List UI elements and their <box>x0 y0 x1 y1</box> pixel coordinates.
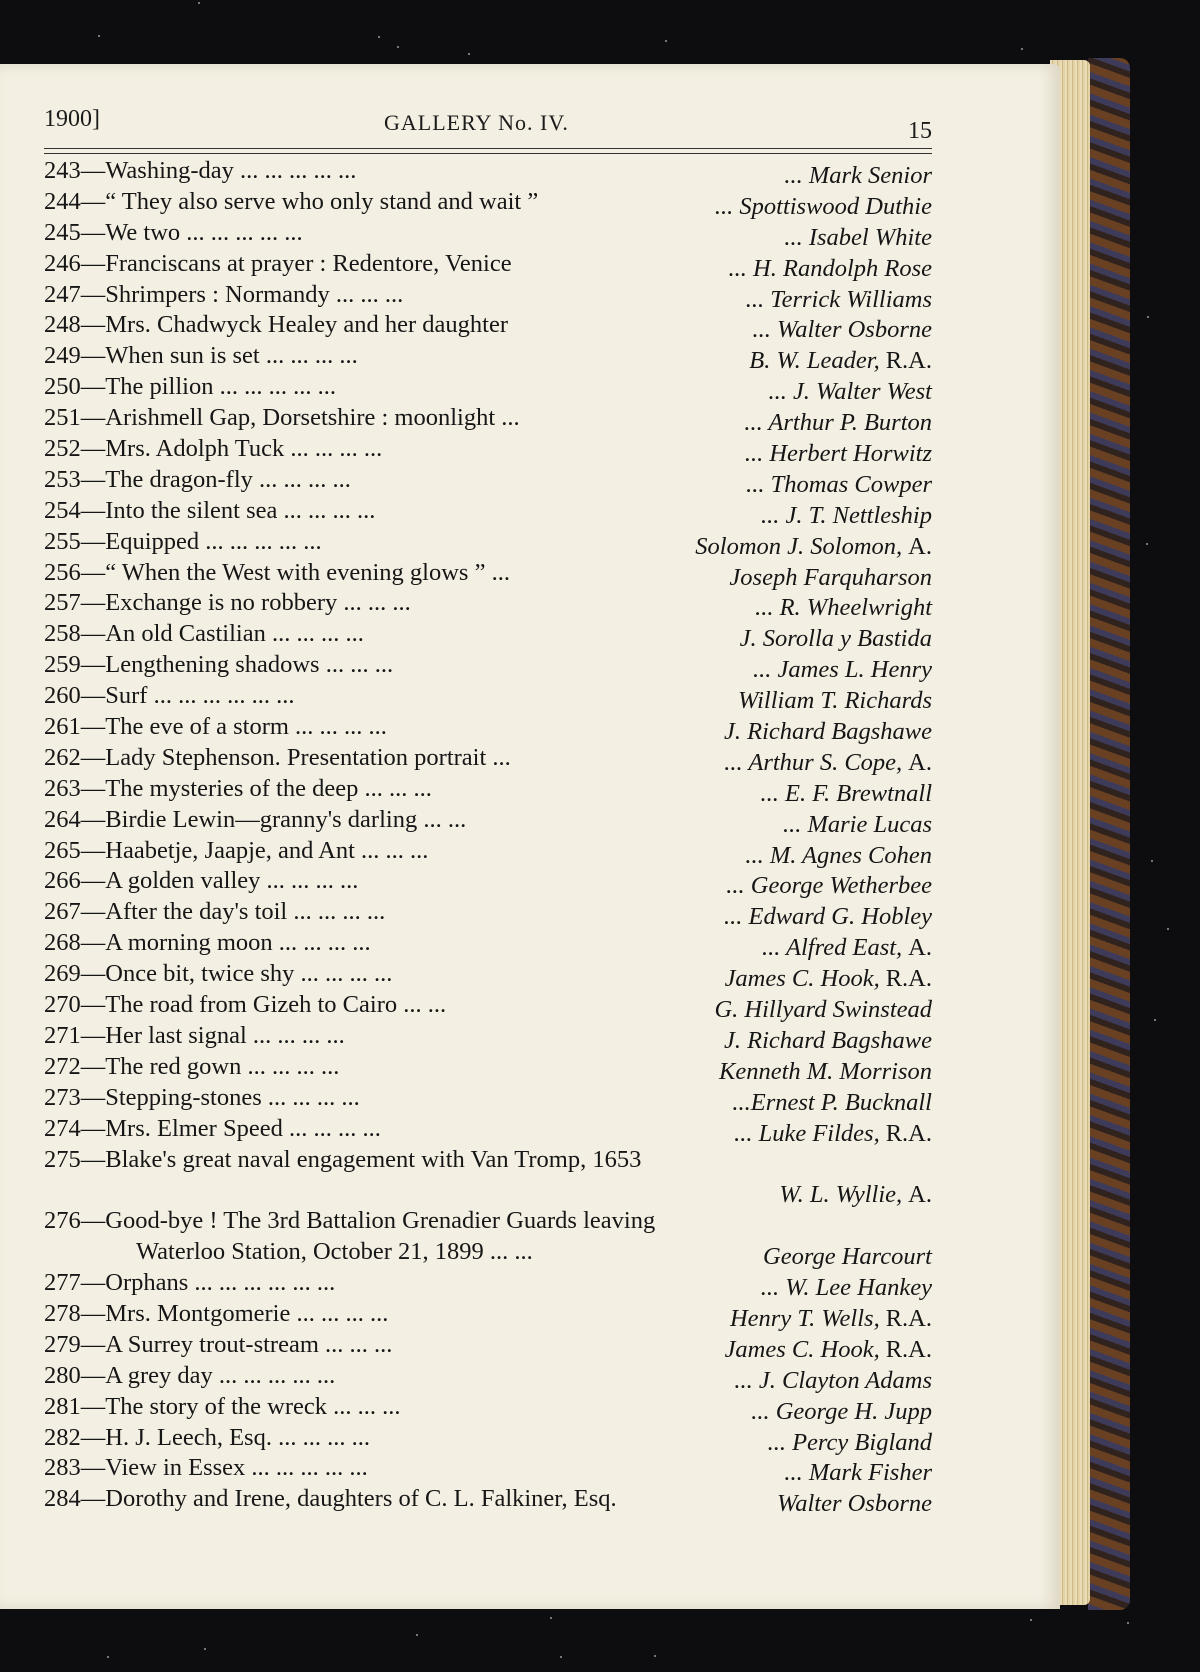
header-year: 1900] <box>44 106 100 132</box>
catalogue-entry <box>44 990 932 1024</box>
star-dot <box>1151 860 1153 862</box>
entry-title: 268—A morning moon ... ... ... ... <box>44 929 371 957</box>
entry-title: 250—The pillion ... ... ... ... ... <box>44 373 336 401</box>
entry-title: 265—Haabetje, Jaapje, and Ant ... ... ... <box>44 836 429 864</box>
catalogue-entry <box>44 1114 932 1145</box>
star-dot <box>550 1617 552 1619</box>
entry-title: 278—Mrs. Montgomerie ... ... ... ... <box>44 1299 389 1327</box>
catalogue-entry <box>44 341 932 375</box>
artist-honour: A. <box>908 934 932 962</box>
catalogue-entry <box>44 1423 932 1454</box>
catalogue-entry <box>44 866 932 900</box>
entry-title: 245—We two ... ... ... ... ... <box>44 218 303 246</box>
artist-honour: R.A. <box>885 1119 932 1147</box>
catalogue-entry <box>44 280 932 311</box>
catalogue-entry <box>44 588 932 622</box>
entry-title: 246—Franciscans at prayer : Redentore, Venice <box>44 249 512 277</box>
artist-name: G. Hillyard Swinstead <box>714 996 932 1024</box>
artist-name: ... Walter Osborne <box>752 316 932 344</box>
catalogue-entry <box>44 1330 932 1361</box>
catalogue-entry <box>44 928 932 962</box>
entry-title: 260—Surf ... ... ... ... ... ... <box>44 682 295 710</box>
catalogue-entry <box>44 959 932 993</box>
catalogue-entry <box>44 1175 932 1209</box>
catalogue-list <box>44 156 932 1518</box>
catalogue-entry <box>44 187 932 218</box>
catalogue-entry <box>44 1392 932 1423</box>
artist-name: ... Mark Fisher <box>784 1459 932 1487</box>
artist-name: ... H. Randolph Rose <box>728 254 932 282</box>
entry-title: 262—Lady Stephenson. Presentation portrait ... <box>44 743 511 771</box>
catalogue-entry <box>44 1052 932 1083</box>
page-number: 15 <box>908 118 932 144</box>
entry-title: 266—A golden valley ... ... ... ... <box>44 867 359 895</box>
catalogue-entry <box>44 619 932 653</box>
entry-title: 284—Dorothy and Irene, daughters of C. L. Falkiner, Esq. <box>44 1485 617 1513</box>
artist-name: William T. Richards <box>738 687 932 715</box>
entry-title: 254—Into the silent sea ... ... ... ... <box>44 496 376 524</box>
star-dot <box>204 1648 206 1650</box>
entry-title: 255—Equipped ... ... ... ... ... <box>44 527 322 555</box>
entry-title: 253—The dragon-fly ... ... ... ... <box>44 465 351 493</box>
entry-title: 263—The mysteries of the deep ... ... ... <box>44 774 432 802</box>
entry-title: 279—A Surrey trout-stream ... ... ... <box>44 1330 393 1358</box>
entry-title: 259—Lengthening shadows ... ... ... <box>44 651 394 679</box>
catalogue-entry <box>44 156 932 187</box>
catalogue-entry <box>44 743 932 774</box>
catalogue-entry <box>44 218 932 249</box>
artist-name: ... George H. Jupp <box>751 1397 932 1425</box>
catalogue-entry <box>44 1268 932 1302</box>
artist-name: Kenneth M. Morrison <box>719 1057 932 1085</box>
catalogue-entry <box>44 403 932 437</box>
artist-name: ...Ernest P. Bucknall <box>732 1088 932 1116</box>
entry-title: 270—The road from Gizeh to Cairo ... ... <box>44 991 447 1019</box>
star-dot <box>1127 1622 1129 1624</box>
artist-name: W. L. Wyllie, <box>779 1181 903 1209</box>
artist-name: ... Marie Lucas <box>782 810 932 838</box>
catalogue-entry <box>44 1021 932 1052</box>
catalogue-entry <box>44 527 932 558</box>
artist-name: James C. Hook, <box>724 965 880 993</box>
artist-name: ... J. Clayton Adams <box>734 1366 932 1394</box>
entry-title: 251—Arishmell Gap, Dorsetshire : moonlight ... <box>44 404 520 432</box>
catalogue-entry <box>44 681 932 715</box>
running-header <box>44 106 932 146</box>
entry-title: 281—The story of the wreck ... ... ... <box>44 1392 401 1420</box>
entry-title: 243—Washing-day ... ... ... ... ... <box>44 157 357 184</box>
artist-honour: R.A. <box>885 1335 932 1363</box>
catalogue-entry <box>44 434 932 468</box>
star-dot <box>1146 543 1148 545</box>
star-dot <box>560 1656 562 1658</box>
artist-name: ... E. F. Brewtnall <box>760 779 932 807</box>
artist-name: ... Edward G. Hobley <box>724 903 932 931</box>
catalogue-entry <box>44 496 932 527</box>
artist-honour: A. <box>908 532 932 560</box>
artist-name: ... Mark Senior <box>784 162 932 189</box>
star-dot <box>198 2 200 4</box>
artist-honour: R.A. <box>885 347 932 375</box>
artist-name: ... Herbert Horwitz <box>744 440 932 468</box>
artist-name: ... Arthur P. Burton <box>744 409 932 437</box>
catalogue-entry <box>44 805 932 836</box>
artist-honour: A. <box>908 1181 932 1209</box>
artist-name: ... Spottiswood Duthie <box>714 192 932 220</box>
artist-honour: A. <box>908 748 932 776</box>
catalogue-entry <box>44 310 932 344</box>
star-dot <box>654 1655 656 1657</box>
artist-name: ... M. Agnes Cohen <box>745 841 932 869</box>
artist-name: ... W. Lee Hankey <box>760 1274 932 1302</box>
artist-name: ... J. T. Nettleship <box>760 501 932 529</box>
artist-name: ... Arthur S. Cope, <box>724 748 903 776</box>
star-dot <box>1147 316 1149 318</box>
star-dot <box>397 46 399 48</box>
catalogue-entry <box>44 774 932 805</box>
entry-title: 264—Birdie Lewin—granny's darling ... ... <box>44 805 467 833</box>
entry-title: 248—Mrs. Chadwyck Healey and her daughter <box>44 311 509 339</box>
star-dot <box>1154 1019 1156 1021</box>
entry-artist <box>777 1489 932 1519</box>
artist-name: Walter Osborne <box>777 1490 932 1518</box>
entry-title: 271—Her last signal ... ... ... ... <box>44 1021 345 1049</box>
star-dot <box>468 53 470 55</box>
artist-name: J. Sorolla y Bastida <box>739 625 932 653</box>
catalogue-entry <box>44 1206 932 1237</box>
header-double-rule <box>44 148 932 154</box>
catalogue-entry <box>44 1299 932 1330</box>
catalogue-entry <box>44 650 932 684</box>
entry-title: 247—Shrimpers : Normandy ... ... ... <box>44 280 404 308</box>
star-dot <box>378 36 380 38</box>
artist-name: Henry T. Wells, <box>729 1304 880 1332</box>
catalogue-entry <box>44 1145 932 1176</box>
catalogue-entry <box>44 712 932 746</box>
catalogue-entry <box>44 1453 932 1487</box>
entry-title: 249—When sun is set ... ... ... ... <box>44 342 358 370</box>
catalogue-entry <box>44 836 932 867</box>
entry-title: 256—“ When the West with evening glows ” ... <box>44 558 510 586</box>
entry-title: 244—“ They also serve who only stand and wait ” <box>44 187 539 215</box>
artist-name: ... Terrick Williams <box>745 285 932 313</box>
catalogue-entry <box>44 1361 932 1392</box>
entry-title: 275—Blake's great naval engagement with Van Tromp, 1653 <box>44 1145 642 1173</box>
artist-honour: R.A. <box>885 1304 932 1332</box>
artist-name: ... George Wetherbee <box>726 872 932 900</box>
entry-title: 258—An old Castilian ... ... ... ... <box>44 620 364 648</box>
artist-name: ... Isabel White <box>784 223 932 251</box>
entry-title: 280—A grey day ... ... ... ... ... <box>44 1361 336 1389</box>
star-dot <box>416 1634 418 1636</box>
artist-honour: R.A. <box>885 965 932 993</box>
catalogue-entry <box>44 1484 932 1518</box>
catalogue-entry <box>44 558 932 589</box>
star-dot <box>1030 1619 1032 1621</box>
artist-name: J. Richard Bagshawe <box>724 1026 932 1054</box>
artist-name: J. Richard Bagshawe <box>724 718 932 746</box>
artist-name: Joseph Farquharson <box>729 563 932 591</box>
artist-name: ... Thomas Cowper <box>746 470 932 498</box>
artist-name: Solomon J. Solomon, <box>695 532 903 560</box>
artist-name: ... Percy Bigland <box>767 1428 932 1456</box>
entry-title: 257—Exchange is no robbery ... ... ... <box>44 589 411 617</box>
artist-name: ... James L. Henry <box>753 656 932 684</box>
catalogue-entry <box>44 465 932 496</box>
artist-name: ... Luke Fildes, <box>734 1119 880 1147</box>
artist-name: James C. Hook, <box>724 1335 880 1363</box>
catalogue-entry <box>44 372 932 406</box>
artist-name: ... R. Wheelwright <box>755 594 932 622</box>
entry-title: 274—Mrs. Elmer Speed ... ... ... ... <box>44 1114 381 1142</box>
entry-title: 272—The red gown ... ... ... ... <box>44 1052 340 1080</box>
entry-title: Waterloo Station, October 21, 1899 ... ... <box>136 1238 533 1266</box>
book-cover-marbled-edge <box>1088 58 1130 1610</box>
entry-title: 282—H. J. Leech, Esq. ... ... ... ... <box>44 1423 370 1451</box>
catalogue-entry <box>44 1083 932 1114</box>
entry-title: 252—Mrs. Adolph Tuck ... ... ... ... <box>44 435 383 463</box>
entry-title: 277—Orphans ... ... ... ... ... ... <box>44 1269 336 1297</box>
header-gallery-title: GALLERY No. IV. <box>384 110 569 135</box>
star-dot <box>1167 928 1169 930</box>
entry-title: 276—Good-bye ! The 3rd Battalion Grenadier Guards leaving <box>44 1207 656 1235</box>
entry-title: 283—View in Essex ... ... ... ... ... <box>44 1454 368 1482</box>
entry-title: 261—The eve of a storm ... ... ... ... <box>44 713 387 741</box>
star-dot <box>98 35 100 37</box>
catalogue-entry <box>44 897 932 931</box>
star-dot <box>665 40 667 42</box>
artist-name: ... Alfred East, <box>761 934 903 962</box>
catalogue-entry <box>44 1237 932 1271</box>
entry-title: 269—Once bit, twice shy ... ... ... ... <box>44 960 393 988</box>
artist-name: B. W. Leader, <box>749 347 880 375</box>
artist-name: ... J. Walter West <box>768 378 932 406</box>
star-dot <box>107 1656 109 1658</box>
artist-name: George Harcourt <box>763 1243 932 1271</box>
entry-title: 267—After the day's toil ... ... ... ... <box>44 898 386 926</box>
catalogue-entry <box>44 249 932 280</box>
entry-title: 273—Stepping-stones ... ... ... ... <box>44 1083 360 1111</box>
star-dot <box>1021 48 1023 50</box>
